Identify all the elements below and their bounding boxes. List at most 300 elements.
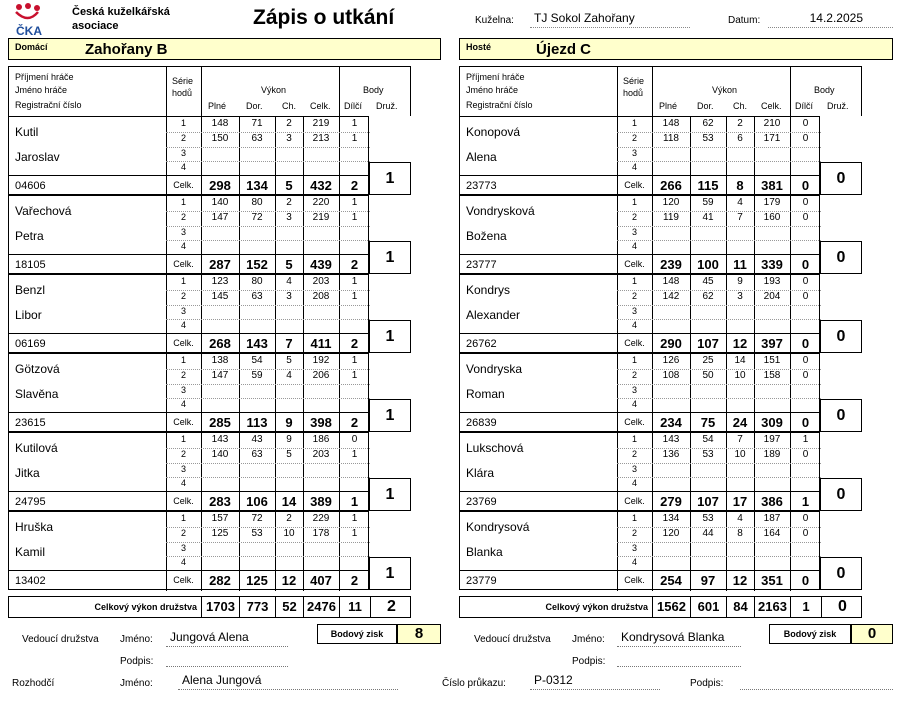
series-value: 6 bbox=[737, 133, 743, 144]
series-value: 63 bbox=[251, 291, 263, 302]
series-value: 150 bbox=[211, 133, 229, 144]
series-value: 0 bbox=[802, 118, 809, 129]
total-label: Celk. bbox=[173, 496, 194, 506]
player-first-name: Klára bbox=[466, 466, 495, 480]
series-value: 158 bbox=[763, 370, 781, 381]
col-series-2: hodů bbox=[623, 88, 644, 98]
col-0: Plné bbox=[208, 101, 227, 111]
series-value: 7 bbox=[737, 434, 743, 445]
series-value: 54 bbox=[702, 434, 714, 445]
col-1: Dor. bbox=[246, 101, 263, 111]
total-value: 12 bbox=[732, 336, 748, 351]
total-value: 143 bbox=[246, 336, 268, 351]
series-value: 136 bbox=[662, 449, 680, 460]
home-label: Domácí bbox=[15, 42, 48, 52]
player-surname: Benzl bbox=[15, 283, 46, 297]
away-team-point: 0 bbox=[820, 162, 862, 195]
home-team-header bbox=[8, 38, 441, 60]
team-total-value: 601 bbox=[690, 597, 726, 617]
total-value: 12 bbox=[281, 573, 297, 588]
total-value: 9 bbox=[285, 415, 293, 430]
date-value: 14.2.2025 bbox=[768, 11, 893, 28]
series-number: 3 bbox=[180, 148, 186, 158]
total-value: 279 bbox=[660, 494, 682, 509]
player-surname: Vondrysková bbox=[466, 204, 535, 218]
header-divider bbox=[790, 67, 791, 117]
series-value: 148 bbox=[211, 118, 229, 129]
series-value: 4 bbox=[286, 276, 292, 287]
player-reg-number: 23773 bbox=[466, 180, 497, 192]
series-value: 197 bbox=[763, 434, 781, 445]
referee-name: Alena Jungová bbox=[178, 673, 398, 690]
total-label: Celk. bbox=[624, 259, 645, 269]
series-value: 171 bbox=[763, 133, 781, 144]
series-value: 160 bbox=[763, 212, 781, 223]
total-divider bbox=[460, 333, 821, 334]
total-value: 0 bbox=[801, 573, 810, 588]
total-value: 389 bbox=[310, 494, 332, 509]
series-value: 10 bbox=[734, 370, 746, 381]
series-number: 1 bbox=[180, 513, 186, 523]
series-value: 1 bbox=[351, 449, 358, 460]
header-divider bbox=[166, 67, 167, 117]
total-value: 106 bbox=[246, 494, 268, 509]
series-number: 1 bbox=[180, 197, 186, 207]
player-surname: Vařechová bbox=[15, 204, 72, 218]
home-player-block bbox=[8, 432, 369, 511]
cka-logo bbox=[8, 2, 48, 38]
total-value: 234 bbox=[660, 415, 682, 430]
series-value: 2 bbox=[737, 118, 743, 129]
total-value: 411 bbox=[310, 336, 332, 351]
series-value: 53 bbox=[702, 513, 714, 524]
away-player-block bbox=[459, 432, 820, 511]
series-number: 4 bbox=[180, 320, 186, 330]
player-reg-number: 26839 bbox=[466, 417, 497, 429]
player-surname: Götzová bbox=[15, 362, 60, 376]
series-number: 2 bbox=[631, 528, 637, 538]
series-value: 0 bbox=[802, 370, 809, 381]
series-value: 59 bbox=[702, 197, 714, 208]
col-3: Celk. bbox=[761, 101, 782, 111]
series-value: 0 bbox=[802, 513, 809, 524]
home-player-block bbox=[8, 116, 369, 195]
series-value: 3 bbox=[286, 291, 292, 302]
series-value: 147 bbox=[211, 370, 229, 381]
series-value: 213 bbox=[312, 133, 330, 144]
away-captain-label: Vedoucí družstva bbox=[474, 634, 551, 645]
away-player-block bbox=[459, 195, 820, 274]
series-number: 1 bbox=[631, 197, 637, 207]
series-value: 125 bbox=[211, 528, 229, 539]
total-value: 107 bbox=[697, 494, 719, 509]
series-value: 10 bbox=[283, 528, 295, 539]
series-value: 1 bbox=[351, 197, 358, 208]
venue-value: TJ Sokol Zahořany bbox=[530, 11, 690, 28]
series-value: 120 bbox=[662, 197, 680, 208]
total-divider bbox=[460, 175, 821, 176]
series-number: 1 bbox=[180, 355, 186, 365]
series-value: 59 bbox=[251, 370, 263, 381]
away-player-block bbox=[459, 511, 820, 590]
col-body: Body bbox=[363, 85, 384, 95]
referee-card: P-0312 bbox=[530, 673, 660, 690]
team-total-label: Celkový výkon družstva bbox=[94, 602, 197, 612]
series-value: 44 bbox=[702, 528, 714, 539]
series-value: 3 bbox=[286, 133, 292, 144]
player-reg-number: 23777 bbox=[466, 259, 497, 271]
series-value: 157 bbox=[211, 513, 229, 524]
away-column-header bbox=[459, 66, 862, 116]
series-number: 4 bbox=[631, 478, 637, 488]
total-label: Celk. bbox=[173, 259, 194, 269]
series-number: 2 bbox=[631, 133, 637, 143]
series-number: 4 bbox=[631, 320, 637, 330]
page-title: Zápis o utkání bbox=[253, 6, 395, 29]
series-value: 62 bbox=[702, 118, 714, 129]
series-value: 219 bbox=[312, 118, 330, 129]
home-signature-line bbox=[166, 652, 288, 667]
total-value: 397 bbox=[761, 336, 783, 351]
series-number: 2 bbox=[631, 370, 637, 380]
series-value: 1 bbox=[351, 118, 358, 129]
player-first-name: Alexander bbox=[466, 308, 521, 322]
series-value: 0 bbox=[802, 355, 809, 366]
series-number: 4 bbox=[180, 478, 186, 488]
series-number: 2 bbox=[180, 291, 186, 301]
total-value: 1 bbox=[350, 494, 359, 509]
series-value: 220 bbox=[312, 197, 330, 208]
series-number: 3 bbox=[180, 227, 186, 237]
series-value: 53 bbox=[251, 528, 263, 539]
team-total-value: 1562 bbox=[652, 597, 690, 617]
col-body: Body bbox=[814, 85, 835, 95]
total-value: 11 bbox=[733, 257, 747, 272]
org-name: Česká kuželkářská asociace bbox=[72, 6, 170, 32]
col-series-2: hodů bbox=[172, 88, 193, 98]
series-value: 45 bbox=[702, 276, 714, 287]
total-divider bbox=[9, 175, 370, 176]
col-3: Celk. bbox=[310, 101, 331, 111]
series-value: 7 bbox=[737, 212, 743, 223]
total-label: Celk. bbox=[624, 496, 645, 506]
total-value: 386 bbox=[761, 494, 783, 509]
player-first-name: Libor bbox=[15, 308, 42, 322]
referee-name-label: Jméno: bbox=[120, 678, 153, 689]
col-2: Ch. bbox=[282, 101, 297, 111]
series-value: 210 bbox=[763, 118, 781, 129]
player-reg-number: 23615 bbox=[15, 417, 46, 429]
series-number: 4 bbox=[631, 241, 637, 251]
series-value: 41 bbox=[702, 212, 714, 223]
series-number: 3 bbox=[180, 385, 186, 395]
series-value: 140 bbox=[211, 197, 229, 208]
home-points-label: Bodový zisk bbox=[317, 624, 397, 644]
series-value: 63 bbox=[251, 133, 263, 144]
series-value: 138 bbox=[211, 355, 229, 366]
series-value: 1 bbox=[802, 434, 809, 445]
series-value: 189 bbox=[763, 449, 781, 460]
series-value: 229 bbox=[312, 513, 330, 524]
series-value: 1 bbox=[351, 291, 358, 302]
player-first-name: Kamil bbox=[15, 545, 46, 559]
total-value: 285 bbox=[209, 415, 231, 430]
series-number: 3 bbox=[631, 306, 637, 316]
series-value: 119 bbox=[663, 212, 679, 223]
player-first-name: Alena bbox=[466, 150, 497, 164]
away-team-point: 0 bbox=[820, 557, 862, 590]
col-player-first: Jméno hráče bbox=[15, 85, 68, 95]
total-value: 2 bbox=[350, 257, 359, 272]
home-player-block bbox=[8, 511, 369, 590]
series-value: 3 bbox=[286, 212, 292, 223]
series-value: 80 bbox=[251, 276, 263, 287]
series-value: 118 bbox=[663, 133, 679, 144]
player-reg-number: 06169 bbox=[15, 338, 46, 350]
total-value: 5 bbox=[285, 257, 293, 272]
player-surname: Hruška bbox=[15, 520, 54, 534]
series-number: 2 bbox=[631, 291, 637, 301]
player-first-name: Jitka bbox=[15, 466, 40, 480]
home-team-total-row bbox=[8, 596, 411, 618]
series-value: 0 bbox=[802, 291, 809, 302]
series-number: 4 bbox=[631, 162, 637, 172]
series-number: 2 bbox=[180, 212, 186, 222]
series-value: 1 bbox=[351, 133, 358, 144]
player-surname: Kutilová bbox=[15, 441, 58, 455]
col-dilci: Dílčí bbox=[344, 101, 362, 111]
series-value: 25 bbox=[702, 355, 714, 366]
series-value: 143 bbox=[662, 434, 680, 445]
series-number: 1 bbox=[180, 118, 186, 128]
series-value: 203 bbox=[312, 449, 330, 460]
series-number: 4 bbox=[180, 557, 186, 567]
col-dilci: Dílčí bbox=[795, 101, 813, 111]
total-value: 2 bbox=[350, 336, 359, 351]
series-number: 3 bbox=[631, 464, 637, 474]
away-points-value: 0 bbox=[851, 624, 893, 644]
home-team-name: Zahořany B bbox=[85, 41, 168, 58]
total-label: Celk. bbox=[173, 338, 194, 348]
total-value: 309 bbox=[761, 415, 783, 430]
col-2: Ch. bbox=[733, 101, 748, 111]
total-divider bbox=[9, 254, 370, 255]
team-total-value: 1 bbox=[790, 597, 821, 617]
player-reg-number: 23769 bbox=[466, 496, 497, 508]
total-value: 268 bbox=[209, 336, 231, 351]
total-value: 97 bbox=[700, 573, 716, 588]
series-number: 2 bbox=[631, 449, 637, 459]
series-value: 142 bbox=[662, 291, 680, 302]
series-number: 4 bbox=[180, 241, 186, 251]
home-team-point: 1 bbox=[369, 557, 411, 590]
series-value: 0 bbox=[802, 133, 809, 144]
away-label: Hosté bbox=[466, 42, 492, 52]
total-value: 290 bbox=[660, 336, 682, 351]
col-druz: Druž. bbox=[376, 101, 398, 111]
series-value: 204 bbox=[763, 291, 781, 302]
series-value: 53 bbox=[702, 133, 714, 144]
total-label: Celk. bbox=[624, 417, 645, 427]
player-surname: Lukschová bbox=[466, 441, 524, 455]
total-value: 12 bbox=[732, 573, 748, 588]
series-number: 1 bbox=[631, 276, 637, 286]
series-value: 9 bbox=[737, 276, 743, 287]
player-reg-number: 13402 bbox=[15, 575, 46, 587]
total-label: Celk. bbox=[624, 180, 645, 190]
total-value: 125 bbox=[246, 573, 268, 588]
away-signature-line bbox=[617, 652, 741, 667]
player-first-name: Roman bbox=[466, 387, 505, 401]
series-value: 53 bbox=[702, 449, 714, 460]
series-value: 179 bbox=[763, 197, 781, 208]
team-total-value: 773 bbox=[239, 597, 275, 617]
referee-signature-line bbox=[740, 673, 893, 690]
series-value: 151 bbox=[763, 355, 781, 366]
referee-signature-label: Podpis: bbox=[690, 678, 724, 689]
logo-text: ČKA bbox=[16, 24, 42, 38]
player-surname: Kutil bbox=[15, 125, 39, 139]
col-vykon: Výkon bbox=[261, 85, 287, 95]
home-team-point: 1 bbox=[369, 241, 411, 274]
series-value: 43 bbox=[251, 434, 263, 445]
player-surname: Kondrysová bbox=[466, 520, 530, 534]
away-player-block bbox=[459, 274, 820, 353]
header-divider bbox=[652, 67, 653, 117]
total-value: 2 bbox=[350, 178, 359, 193]
series-value: 0 bbox=[802, 449, 809, 460]
team-total-value: 0 bbox=[821, 597, 863, 617]
series-value: 50 bbox=[702, 370, 714, 381]
home-team-point: 1 bbox=[369, 478, 411, 511]
total-value: 439 bbox=[310, 257, 332, 272]
series-value: 1 bbox=[351, 513, 358, 524]
player-surname: Kondrys bbox=[466, 283, 511, 297]
total-divider bbox=[9, 412, 370, 413]
col-player-reg: Registrační číslo bbox=[15, 100, 82, 110]
series-number: 2 bbox=[631, 212, 637, 222]
series-value: 1 bbox=[351, 355, 358, 366]
total-value: 2 bbox=[350, 415, 359, 430]
series-value: 2 bbox=[286, 513, 292, 524]
total-label: Celk. bbox=[173, 575, 194, 585]
player-reg-number: 26762 bbox=[466, 338, 497, 350]
series-value: 62 bbox=[702, 291, 714, 302]
home-signature-label: Podpis: bbox=[120, 656, 154, 667]
total-label: Celk. bbox=[173, 180, 194, 190]
total-divider bbox=[460, 570, 821, 571]
series-number: 1 bbox=[631, 118, 637, 128]
series-value: 120 bbox=[662, 528, 680, 539]
team-total-value: 2163 bbox=[754, 597, 790, 617]
header-divider bbox=[617, 67, 618, 117]
series-value: 1 bbox=[351, 276, 358, 287]
series-value: 4 bbox=[737, 513, 743, 524]
player-first-name: Petra bbox=[15, 229, 44, 243]
home-column-header bbox=[8, 66, 411, 116]
series-value: 203 bbox=[312, 276, 330, 287]
total-value: 100 bbox=[697, 257, 719, 272]
team-total-value: 11 bbox=[339, 597, 370, 617]
series-value: 9 bbox=[286, 434, 292, 445]
player-surname: Vondryska bbox=[466, 362, 523, 376]
series-number: 3 bbox=[180, 306, 186, 316]
away-signature-label: Podpis: bbox=[572, 656, 606, 667]
series-value: 5 bbox=[286, 355, 292, 366]
col-0: Plné bbox=[659, 101, 678, 111]
col-player-reg: Registrační číslo bbox=[466, 100, 533, 110]
col-player-first: Jméno hráče bbox=[466, 85, 519, 95]
player-reg-number: 18105 bbox=[15, 259, 46, 271]
total-value: 266 bbox=[660, 178, 682, 193]
col-druz: Druž. bbox=[827, 101, 849, 111]
away-name-label: Jméno: bbox=[572, 634, 605, 645]
total-value: 8 bbox=[736, 178, 744, 193]
series-value: 193 bbox=[763, 276, 781, 287]
series-value: 145 bbox=[211, 291, 229, 302]
header-divider bbox=[339, 67, 340, 117]
team-total-value: 2476 bbox=[303, 597, 339, 617]
series-value: 1 bbox=[351, 370, 358, 381]
home-player-block bbox=[8, 353, 369, 432]
series-value: 206 bbox=[312, 370, 330, 381]
total-divider bbox=[460, 491, 821, 492]
player-surname: Konopová bbox=[466, 125, 521, 139]
away-team-point: 0 bbox=[820, 478, 862, 511]
card-label: Číslo průkazu: bbox=[442, 678, 506, 689]
series-value: 8 bbox=[737, 528, 743, 539]
away-team-header bbox=[459, 38, 893, 60]
total-value: 282 bbox=[209, 573, 231, 588]
series-value: 1 bbox=[351, 528, 358, 539]
series-value: 164 bbox=[763, 528, 781, 539]
away-player-block bbox=[459, 353, 820, 432]
series-value: 5 bbox=[286, 449, 292, 460]
total-value: 152 bbox=[246, 257, 268, 272]
col-series: Série bbox=[172, 76, 194, 86]
series-number: 1 bbox=[631, 355, 637, 365]
series-number: 4 bbox=[631, 557, 637, 567]
venue-label: Kuželna: bbox=[475, 15, 514, 26]
series-number: 1 bbox=[631, 513, 637, 523]
header-divider bbox=[201, 67, 202, 117]
player-first-name: Božena bbox=[466, 229, 507, 243]
series-value: 4 bbox=[737, 197, 743, 208]
total-value: 407 bbox=[310, 573, 332, 588]
series-value: 186 bbox=[312, 434, 330, 445]
player-reg-number: 04606 bbox=[15, 180, 46, 192]
total-value: 5 bbox=[285, 178, 293, 193]
team-total-value: 52 bbox=[275, 597, 303, 617]
series-value: 147 bbox=[211, 212, 229, 223]
away-points-label: Bodový zisk bbox=[769, 624, 851, 644]
total-value: 1 bbox=[801, 494, 810, 509]
series-number: 4 bbox=[631, 399, 637, 409]
series-number: 2 bbox=[180, 370, 186, 380]
series-value: 63 bbox=[251, 449, 263, 460]
total-value: 351 bbox=[761, 573, 783, 588]
total-value: 283 bbox=[209, 494, 231, 509]
total-label: Celk. bbox=[624, 338, 645, 348]
series-value: 123 bbox=[211, 276, 229, 287]
total-value: 2 bbox=[350, 573, 359, 588]
series-number: 3 bbox=[180, 543, 186, 553]
team-total-label: Celkový výkon družstva bbox=[545, 602, 648, 612]
total-value: 17 bbox=[732, 494, 748, 509]
date-label: Datum: bbox=[728, 15, 761, 26]
total-value: 239 bbox=[660, 257, 682, 272]
player-reg-number: 23779 bbox=[466, 575, 497, 587]
